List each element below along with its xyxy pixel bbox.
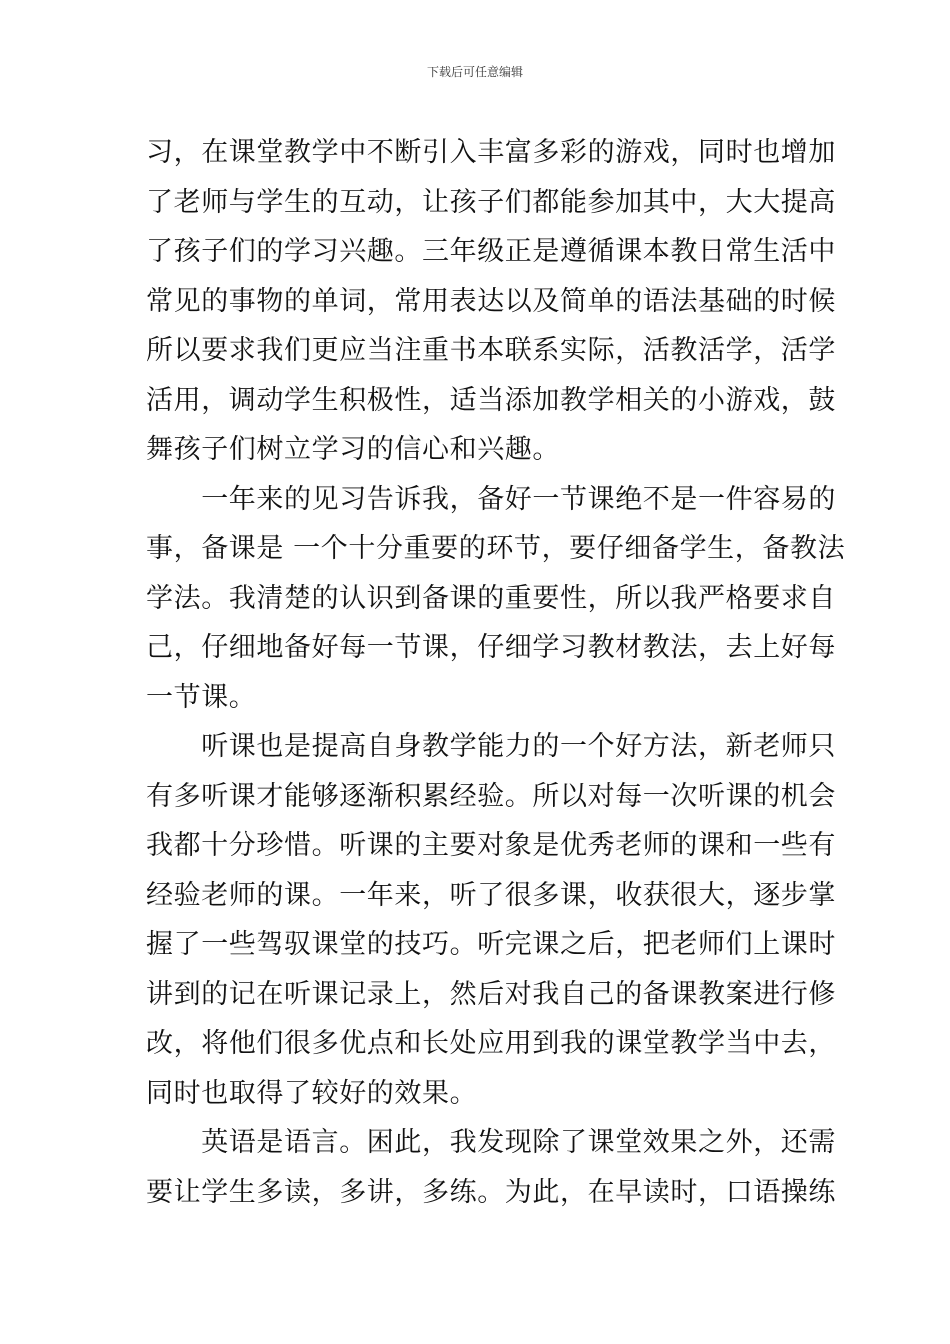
page-header: 下载后可任意编辑 xyxy=(426,65,523,79)
text-line: 习，在课堂教学中不断引入丰富多彩的游戏，同时也增加 xyxy=(146,137,836,168)
text-line: 了老师与学生的互动，让孩子们都能参加其中，大大提高 xyxy=(146,186,836,218)
document-body xyxy=(146,128,846,1217)
text-line: 活用，调动学生积极性，适当添加教学相关的小游戏，鼓 xyxy=(146,384,836,416)
text-line: 听课也是提高自身教学能力的一个好方法，新老师只 xyxy=(146,731,836,762)
text-line: 一年来的见习告诉我，备好一节课绝不是一件容易的 xyxy=(146,483,836,515)
text-line: 常见的事物的单词，常用表达以及简单的语法基础的时候 xyxy=(146,285,836,317)
text-line: 改，将他们很多优点和长处应用到我的课堂教学当中去， xyxy=(146,1028,836,1059)
text-line: 事，备课是 一个十分重要的环节，要仔细备学生，备教法 xyxy=(146,533,846,564)
text-line: 我都十分珍惜。听课的主要对象是优秀老师的课和一些有 xyxy=(146,830,836,861)
text-line: 英语是语言。困此，我发现除了课堂效果之外，还需 xyxy=(146,1127,836,1158)
text-line: 舞孩子们树立学习的信心和兴趣。 xyxy=(146,434,560,465)
text-line: 一节课。 xyxy=(146,681,257,713)
text-line: 同时也取得了较好的效果。 xyxy=(146,1077,478,1109)
text-line: 己，仔细地备好每一节课，仔细学习教材教法，去上好每 xyxy=(146,632,836,663)
text-line: 学法。我清楚的认识到备课的重要性，所以我严格要求自 xyxy=(146,582,836,614)
text-line: 要让学生多读，多讲，多练。为此，在早读时，口语操练 xyxy=(146,1176,836,1208)
text-line: 有多听课才能够逐渐积累经验。所以对每一次听课的机会 xyxy=(146,780,836,812)
text-line: 了孩子们的学习兴趣。三年级正是遵循课本教日常生活中 xyxy=(146,236,836,267)
text-line: 所以要求我们更应当注重书本联系实际，活教活学，活学 xyxy=(146,335,836,366)
text-line: 讲到的记在听课记录上，然后对我自己的备课教案进行修 xyxy=(146,978,836,1010)
text-line: 经验老师的课。一年来，听了很多课，收获很大，逐步掌 xyxy=(146,879,836,911)
text-line: 握了一些驾驭课堂的技巧。听完课之后，把老师们上课时 xyxy=(146,929,836,960)
